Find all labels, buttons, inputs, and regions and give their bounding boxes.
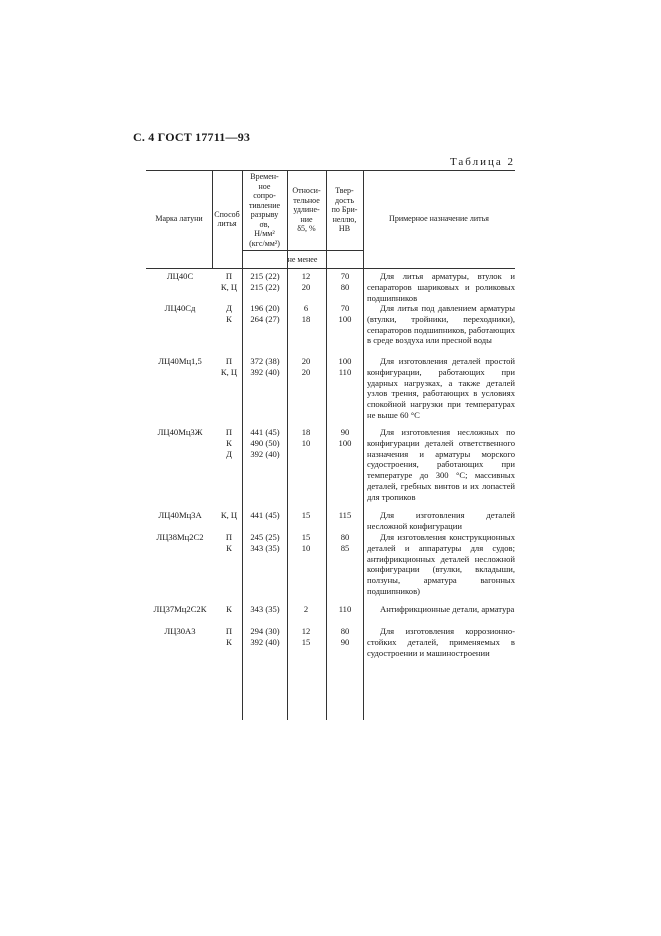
method-cell: П К, Ц: [220, 271, 238, 292]
method-cell: П К, Ц: [220, 356, 238, 377]
tensile-cell: 441 (45) 490 (50) 392 (40): [250, 427, 280, 459]
hardness-cell: 110: [338, 604, 352, 614]
header-grade: Марка латуни: [155, 214, 203, 224]
grade-cell: ЛЦ40Мц3А: [158, 510, 202, 520]
page-header: С. 4 ГОСТ 17711—93: [133, 130, 251, 144]
hardness-cell: 115: [338, 510, 352, 520]
hardness-cell: 80 85: [340, 532, 350, 553]
method-cell: Д К: [226, 303, 232, 324]
tensile-cell: 372 (38) 392 (40): [250, 356, 280, 377]
header-min-note: не менее: [287, 254, 318, 264]
elongation-cell: 2: [303, 604, 309, 614]
elongation-cell: 18 10: [301, 427, 311, 448]
elongation-cell: 12 20: [301, 271, 311, 292]
method-cell: К, Ц: [220, 510, 238, 520]
method-cell: П К Д: [225, 427, 233, 459]
grade-cell: ЛЦ40Мц1,5: [158, 356, 202, 366]
grade-cell: ЛЦ38Мц2С2: [156, 532, 204, 542]
use-cell: Для изготовления деталей простой конфигурации, работающих при ударных нагрузках, а также деталей узлов трения, работающих в условиях спокойной нагрузки при температурах не выше 60 °С: [367, 356, 515, 420]
header-use: Примерное назначение литья: [389, 214, 489, 224]
elongation-cell: 15 10: [301, 532, 311, 553]
header-tensile: Времен- ное сопро- тивление разрыву σв, Н/мм² (кгс/мм²): [248, 172, 281, 248]
hardness-cell: 80 90: [340, 626, 350, 647]
hardness-cell: 70 80: [340, 271, 350, 292]
method-cell: П К: [225, 626, 233, 647]
grade-cell: ЛЦ37Мц2С2К: [153, 604, 207, 614]
method-cell: К: [226, 604, 232, 614]
tensile-cell: 196 (20) 264 (27): [250, 303, 280, 324]
hardness-cell: 100 110: [338, 356, 352, 377]
tensile-cell: 294 (30) 392 (40): [250, 626, 280, 647]
tensile-cell: 441 (45): [250, 510, 280, 520]
header-method: Способ литья: [214, 209, 240, 228]
hardness-cell: 70 100: [338, 303, 352, 324]
elongation-cell: 6 18: [301, 303, 311, 324]
header-bottom-rule: [146, 268, 515, 269]
tensile-cell: 343 (35): [250, 604, 280, 614]
elongation-cell: 12 15: [301, 626, 311, 647]
grade-cell: ЛЦ40Мц3Ж: [157, 427, 203, 437]
use-cell: Антифрикционные детали, арматура: [380, 604, 515, 614]
use-cell: Для изготовления деталей несложной конфигурации: [367, 510, 515, 531]
use-cell: Для изготовления коррозионно-стойких деталей, применяемых в судостроении и машиностроении: [367, 626, 515, 658]
use-cell: Для изготовления конструкционных деталей и аппаратуры для судов; антифрикционных деталей несложной конфигурации (втулки, вкладыши, ползуны, арматура вагонных подшипников): [367, 532, 515, 596]
elongation-cell: 20 20: [301, 356, 311, 377]
use-cell: Для изготовления несложных по конфигурации деталей ответственного назначения и арматуры морского судостроения, работающих при температуре до 300 °С; массивных деталей, гребных винтов и их лопастей для тропиков: [367, 427, 515, 502]
elongation-cell: 15: [301, 510, 311, 520]
hardness-cell: 90 100: [338, 427, 352, 448]
table-label: Таблица 2: [449, 156, 515, 168]
use-cell: Для литья арматуры, втулок и сепараторов шариковых и роликовых подшипников: [367, 271, 515, 303]
header-hardness: Твер- дость по Бри- неллю, НВ: [331, 186, 358, 234]
grade-cell: ЛЦ40С: [166, 271, 194, 281]
grade-cell: ЛЦ30А3: [164, 626, 196, 636]
use-cell: Для литья под давлением арматуры (втулки, тройники, переходники), сепараторов подшипников, работающих в среде воздуха или пресной воды: [367, 303, 515, 346]
grade-cell: ЛЦ40Сд: [164, 303, 196, 313]
tensile-cell: 245 (25) 343 (35): [250, 532, 280, 553]
header-elongation: Относи- тельное удлине- ние δ5, %: [292, 186, 321, 234]
method-cell: П К: [225, 532, 233, 553]
tensile-cell: 215 (22) 215 (22): [250, 271, 280, 292]
